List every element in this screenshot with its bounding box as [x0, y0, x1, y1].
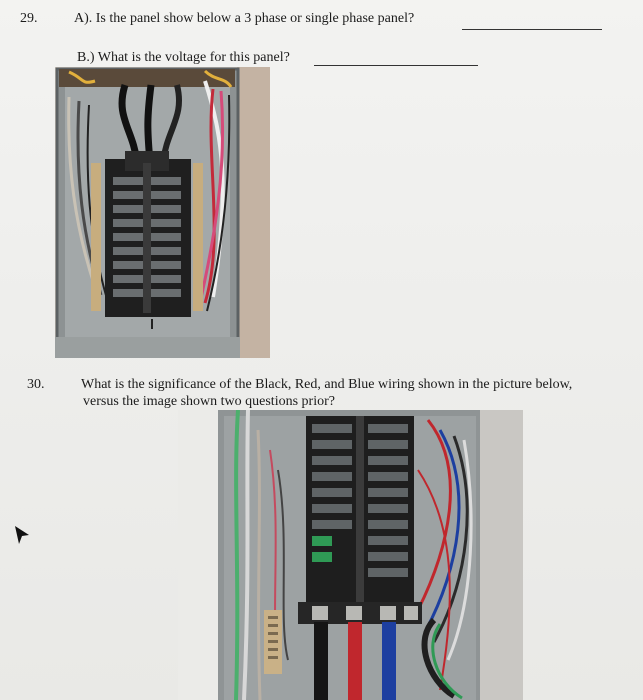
question-30-text-line-2: versus the image shown two questions prior?	[83, 394, 335, 409]
question-29a-text: A). Is the panel show below a 3 phase or single phase panel?	[74, 11, 415, 26]
question-30-number: 30.	[27, 377, 45, 392]
panel-photo-2-image	[178, 410, 523, 700]
panel-photo-1-image	[55, 67, 270, 358]
question-30-text-line-1: What is the significance of the Black, Red, and Blue wiring shown in the picture below,	[81, 377, 573, 392]
question-29b-text: B.) What is the voltage for this panel?	[77, 50, 290, 65]
answer-29b-line[interactable]	[314, 65, 478, 66]
question-29-number: 29.	[20, 11, 38, 26]
answer-29a-line[interactable]	[462, 29, 602, 30]
cursor-arrow-icon	[13, 524, 31, 546]
panel-photo-three-phase	[178, 410, 523, 700]
panel-photo-single-phase	[55, 67, 270, 358]
